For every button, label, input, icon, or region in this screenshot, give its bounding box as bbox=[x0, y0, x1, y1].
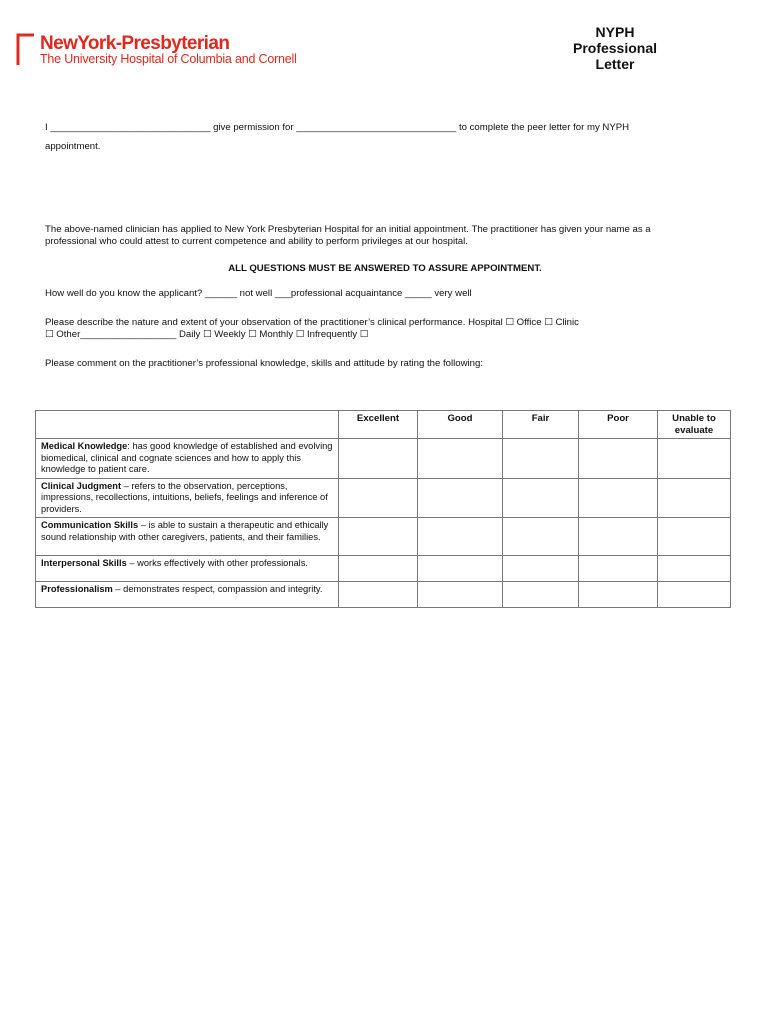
rating-cell-good[interactable] bbox=[418, 518, 503, 556]
header-poor: Poor bbox=[579, 411, 658, 439]
logo-subtitle: The University Hospital of Columbia and Cornell bbox=[40, 52, 297, 66]
intro-line-2: professional who could attest to current competence and ability to perform privileges at our hospital. bbox=[45, 236, 468, 247]
criteria-desc: : has good knowledge of established and evolving biomedical, clinical and cognate sciences and how to apply this knowledge to patient care. bbox=[41, 441, 333, 474]
table-row bbox=[36, 439, 731, 479]
rating-cell-fair[interactable] bbox=[503, 582, 579, 608]
rating-cell-excellent[interactable] bbox=[339, 478, 418, 518]
criteria-title: Medical Knowledge bbox=[41, 441, 128, 451]
rating-cell-excellent[interactable] bbox=[339, 518, 418, 556]
rating-cell-poor[interactable] bbox=[579, 478, 658, 518]
rating-cell-excellent[interactable] bbox=[339, 439, 418, 479]
logo-bracket-icon bbox=[16, 33, 36, 67]
header-excellent: Excellent bbox=[339, 411, 418, 439]
how-well-question: How well do you know the applicant? ______ not well ___professional acquaintance _____ very well bbox=[45, 288, 472, 299]
rating-cell-poor[interactable] bbox=[579, 518, 658, 556]
header-good: Good bbox=[418, 411, 503, 439]
criteria-title: Professionalism bbox=[41, 584, 113, 594]
table-header-row bbox=[36, 411, 731, 439]
criteria-desc: – works effectively with other professionals. bbox=[126, 558, 308, 568]
rating-cell-poor[interactable] bbox=[579, 556, 658, 582]
rating-cell-poor[interactable] bbox=[579, 582, 658, 608]
criteria-cell bbox=[36, 518, 339, 556]
logo-name: NewYork-Presbyterian bbox=[40, 33, 230, 54]
rating-cell-good[interactable] bbox=[418, 582, 503, 608]
permission-line-2: appointment. bbox=[45, 141, 101, 152]
document-title bbox=[560, 24, 670, 72]
rating-cell-fair[interactable] bbox=[503, 556, 579, 582]
rating-cell-good[interactable] bbox=[418, 556, 503, 582]
rating-table bbox=[35, 410, 731, 608]
rating-cell-good[interactable] bbox=[418, 439, 503, 479]
rating-cell-unable[interactable] bbox=[658, 439, 731, 479]
rating-cell-poor[interactable] bbox=[579, 439, 658, 479]
criteria-cell bbox=[36, 478, 339, 518]
criteria-title: Clinical Judgment bbox=[41, 480, 122, 491]
criteria-header bbox=[36, 411, 339, 439]
answer-notice: ALL QUESTIONS MUST BE ANSWERED TO ASSURE APPOINTMENT. bbox=[228, 263, 542, 274]
rating-cell-unable[interactable] bbox=[658, 518, 731, 556]
observation-line-2: ☐ Other__________________ Daily ☐ Weekly ☐ Monthly ☐ Infrequently ☐ bbox=[45, 329, 369, 340]
criteria-cell bbox=[36, 556, 339, 582]
criteria-desc: – demonstrates respect, compassion and integrity. bbox=[112, 584, 323, 594]
rating-cell-unable[interactable] bbox=[658, 582, 731, 608]
rating-cell-unable[interactable] bbox=[658, 556, 731, 582]
hospital-logo bbox=[16, 33, 336, 69]
rating-cell-excellent[interactable] bbox=[339, 582, 418, 608]
rating-cell-excellent[interactable] bbox=[339, 556, 418, 582]
title-line-2: Professional bbox=[572, 40, 658, 56]
permission-line: I ______________________________ give permission for ______________________________ to complete the peer letter for my NYPH bbox=[45, 122, 630, 133]
criteria-title: Interpersonal Skills bbox=[41, 558, 127, 568]
header-unable: Unable to evaluate bbox=[658, 411, 731, 439]
header-fair: Fair bbox=[503, 411, 579, 439]
title-line-3: Letter bbox=[595, 56, 635, 72]
criteria-desc: – is able to sustain a therapeutic and ethically sound relationship with other caregivers, patients, and their families. bbox=[41, 520, 329, 542]
table-row bbox=[36, 518, 731, 556]
criteria-title: Communication Skills bbox=[41, 520, 139, 530]
rating-cell-unable[interactable] bbox=[658, 478, 731, 518]
rating-cell-fair[interactable] bbox=[503, 439, 579, 479]
rating-cell-good[interactable] bbox=[418, 478, 503, 518]
criteria-cell bbox=[36, 582, 339, 608]
observation-line-1: Please describe the nature and extent of your observation of the practitioner’s clinical performance. Hospital ☐ Office ☐ Clinic bbox=[45, 317, 579, 328]
title-line-1: NYPH bbox=[595, 24, 635, 40]
rating-cell-fair[interactable] bbox=[503, 518, 579, 556]
table-row bbox=[36, 556, 731, 582]
intro-line-1: The above-named clinician has applied to New York Presbyterian Hospital for an initial appointment. The practitioner has given your name as a bbox=[45, 224, 651, 235]
criteria-desc: – refers to the observation, perceptions, impressions, recollections, intuitions, beliefs, feelings and inference of providers. bbox=[41, 480, 328, 514]
table-row bbox=[36, 582, 731, 608]
comment-instruction: Please comment on the practitioner’s professional knowledge, skills and attitude by rating the following: bbox=[45, 358, 484, 369]
rating-cell-fair[interactable] bbox=[503, 478, 579, 518]
criteria-cell bbox=[36, 439, 339, 479]
table-row bbox=[36, 478, 731, 518]
